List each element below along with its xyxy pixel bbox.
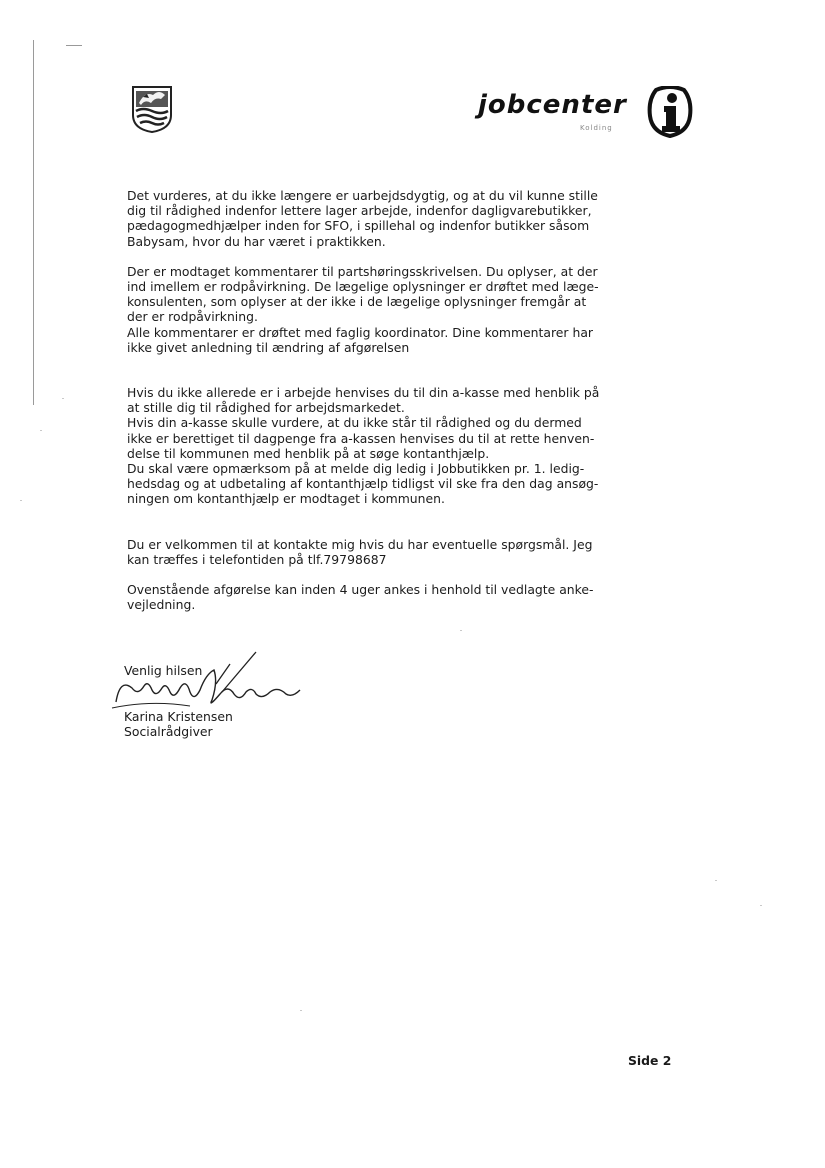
text-line: Du er velkommen til at kontakte mig hvis du har eventuelle spørgsmål. Jeg	[127, 536, 593, 552]
text-line: dig til rådighed indenfor lettere lager arbejde, indenfor dagligvarebutikker,	[127, 203, 592, 219]
text-line: Der er modtaget kommentarer til partshøringsskrivelsen. Du oplyser, at der	[127, 263, 598, 279]
text-line: ningen om kontanthjælp er modtaget i kommunen.	[127, 491, 445, 507]
paragraph-a-kasse	[127, 385, 647, 507]
text-line: Det vurderes, at du ikke længere er uarbejdsdygtig, og at du vil kunne stille	[127, 188, 598, 203]
paragraph-contact	[127, 537, 647, 567]
paragraph-assessment	[127, 188, 647, 249]
scan-speck	[62, 398, 64, 399]
signer-name: Karina Kristensen	[124, 709, 233, 724]
scan-speck	[40, 430, 42, 431]
signer-title: Socialrådgiver	[124, 724, 213, 739]
text-line: der er rodpåvirkning.	[127, 309, 258, 325]
scan-speck	[715, 880, 717, 881]
text-line: delse til kommunen med henblik på at søge kontanthjælp.	[127, 445, 490, 461]
letter-body	[127, 188, 647, 612]
scan-speck	[20, 500, 22, 501]
scan-margin-line	[33, 40, 34, 405]
scan-speck	[300, 1010, 302, 1011]
text-line: hedsdag og at udbetaling af kontanthjælp tidligst vil ske fra den dag ansøg-	[127, 476, 599, 492]
municipal-crest-icon	[131, 85, 173, 133]
jobcenter-logo-text: jobcenter	[478, 90, 627, 120]
text-line: ikke er berettiget til dagpenge fra a-kassen henvises du til at rette henven-	[127, 430, 595, 446]
text-line: kan træffes i telefontiden på tlf.79798687	[127, 551, 387, 567]
page-number: Side 2	[628, 1053, 672, 1068]
text-line: konsulenten, som oplyser at der ikke i de lægelige oplysninger fremgår at	[127, 294, 587, 310]
scan-speck	[760, 905, 762, 906]
paragraph-appeal	[127, 582, 647, 612]
text-line: Babysam, hvor du har været i praktikken.	[127, 233, 386, 249]
text-line: Alle kommentarer er drøftet med faglig koordinator. Dine kommentarer har	[127, 324, 594, 340]
jobcenter-logo-subtext: Kolding	[580, 124, 613, 132]
jobcenter-info-icon	[646, 86, 694, 138]
text-line: Du skal være opmærksom på at melde dig ledig i Jobbutikken pr. 1. ledig-	[127, 461, 585, 477]
paragraph-comments	[127, 264, 647, 355]
text-line: ikke givet anledning til ændring af afgørelsen	[127, 339, 410, 355]
text-line: Hvis du ikke allerede er i arbejde henvises du til din a-kasse med henblik på	[127, 385, 600, 401]
text-line: vejledning.	[127, 597, 196, 613]
text-line: Hvis din a-kasse skulle vurdere, at du ikke står til rådighed og du dermed	[127, 415, 582, 431]
scan-corner-mark	[66, 45, 82, 46]
text-line: Ovenstående afgørelse kan inden 4 uger ankes i henhold til vedlagte anke-	[127, 582, 594, 598]
closing-greeting: Venlig hilsen	[124, 663, 203, 678]
text-line: at stille dig til rådighed for arbejdsmarkedet.	[127, 400, 405, 416]
text-line: ind imellem er rodpåvirkning. De lægelige oplysninger er drøftet med læge-	[127, 279, 599, 295]
scan-speck	[460, 630, 462, 631]
text-line: pædagogmedhjælper inden for SFO, i spillehal og indenfor butikker såsom	[127, 218, 590, 234]
